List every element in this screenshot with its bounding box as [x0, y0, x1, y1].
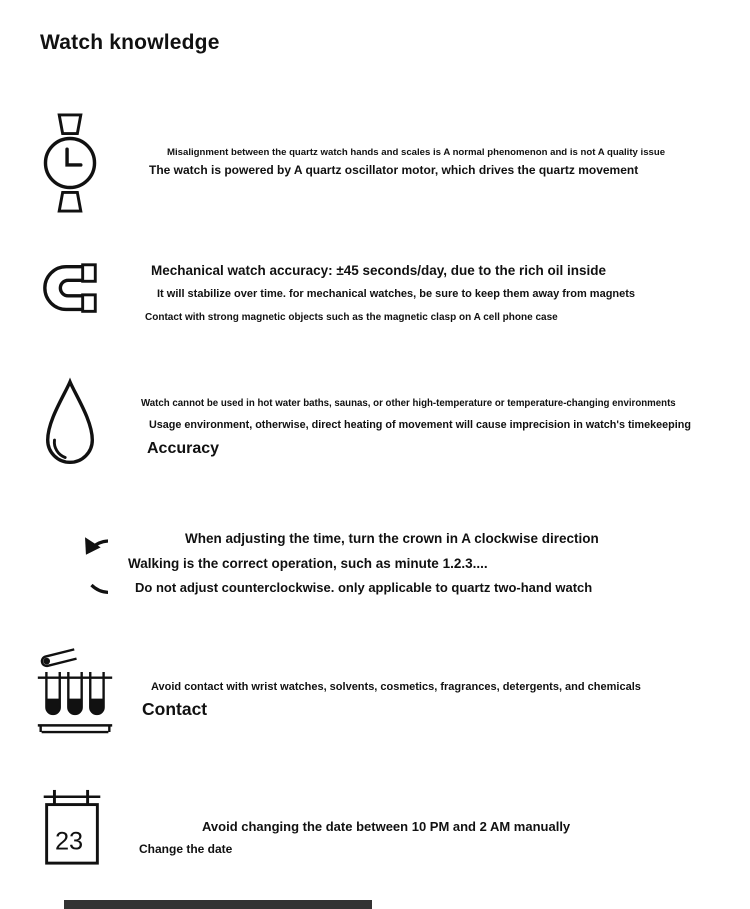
text-line: When adjusting the time, turn the crown in A clockwise direction	[185, 531, 599, 546]
magnet-icon	[40, 260, 104, 320]
calendar-icon	[40, 788, 104, 868]
section-heading: Accuracy	[147, 440, 220, 457]
text-line: Avoid changing the date between 10 PM and 2 AM manually	[202, 819, 571, 834]
text-line: Watch cannot be used in hot water baths, saunas, or other high-temperature or temperature-changing environments	[141, 398, 676, 409]
section-heading: Contact	[142, 699, 208, 719]
text-line: Walking is the correct operation, such as minute 1.2.3....	[128, 556, 488, 571]
text-line: Avoid contact with wrist watches, solvents, cosmetics, fragrances, detergents, and chemicals	[151, 681, 641, 693]
text-line: Misalignment between the quartz watch hands and scales is A normal phenomenon and is not A quality issue	[167, 147, 666, 158]
text-line: Change the date	[139, 842, 233, 856]
text-line: Contact with strong magnetic objects such as the magnetic clasp on A cell phone case	[145, 312, 558, 323]
page-title: Watch knowledge	[40, 31, 220, 54]
calendar-day-number: 23	[54, 827, 84, 856]
text-line: Usage environment, otherwise, direct heating of movement will cause imprecision in watch's timekeeping	[149, 419, 691, 431]
text-line: Do not adjust counterclockwise. only applicable to quartz two-hand watch	[135, 580, 593, 595]
text-line: The watch is powered by A quartz oscillator motor, which drives the quartz movement	[149, 163, 639, 177]
bottom-banner-cropped	[64, 900, 372, 909]
wristwatch-icon	[40, 112, 100, 214]
water-drop-icon	[38, 377, 102, 474]
text-line: It will stabilize over time. for mechanical watches, be sure to keep them away from magnets	[157, 288, 636, 300]
clockwise-arrow-icon	[40, 520, 108, 606]
text-line: Mechanical watch accuracy: ±45 seconds/day, due to the rich oil inside	[151, 263, 607, 278]
test-tubes-icon	[34, 644, 116, 740]
